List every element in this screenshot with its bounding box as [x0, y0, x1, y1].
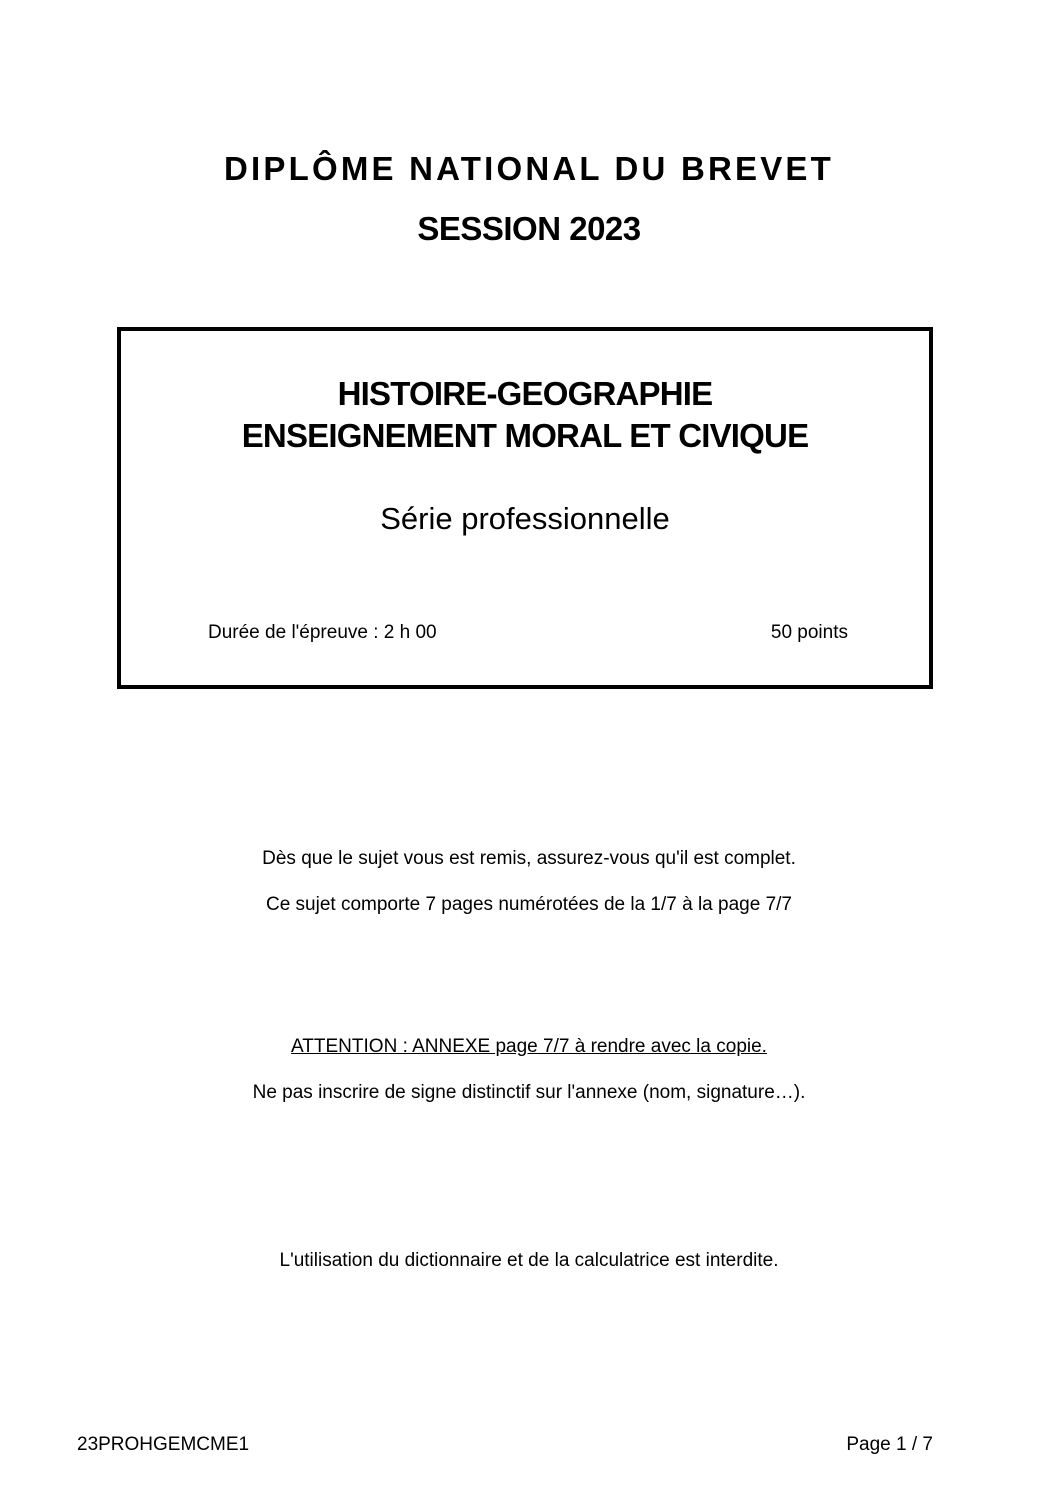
footer-code: 23PROHGEMCME1: [77, 1434, 250, 1455]
footer-page-number: Page 1 / 7: [846, 1434, 933, 1455]
subject-line-2: ENSEIGNEMENT MORAL ET CIVIQUE: [241, 417, 809, 454]
instruction-attention: ATTENTION : ANNEXE page 7/7 à rendre avec la copie.: [291, 1036, 767, 1057]
subject-box: [117, 327, 933, 689]
series-label: Série professionnelle: [380, 501, 670, 536]
exam-points: 50 points: [770, 622, 848, 643]
instruction-check-complete: Dès que le sujet vous est remis, assurez-vous qu'il est complet.: [262, 848, 796, 869]
session-year: SESSION 2023: [417, 210, 641, 247]
instruction-no-sign: Ne pas inscrire de signe distinctif sur l'annexe (nom, signature…).: [252, 1082, 806, 1103]
document-title: DIPLÔME NATIONAL DU BREVET: [224, 150, 834, 187]
instruction-forbidden: L'utilisation du dictionnaire et de la calculatrice est interdite.: [279, 1250, 779, 1271]
exam-duration: Durée de l'épreuve : 2 h 00: [208, 622, 437, 643]
instruction-page-count: Ce sujet comporte 7 pages numérotées de la 1/7 à la page 7/7: [265, 894, 792, 915]
subject-line-1: HISTOIRE-GEOGRAPHIE: [337, 375, 713, 412]
